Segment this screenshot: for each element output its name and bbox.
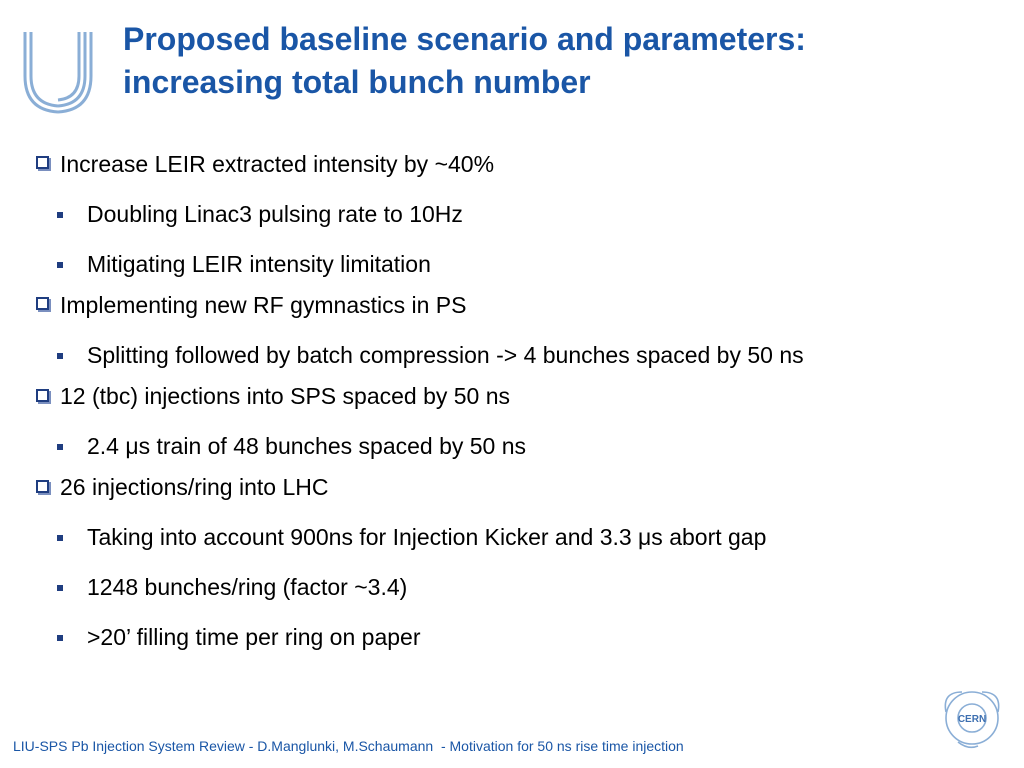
list-item: Doubling Linac3 pulsing rate to 10Hz bbox=[87, 201, 463, 227]
slide-title-line-1: Proposed baseline scenario and parameters: bbox=[123, 21, 806, 57]
list-item: Taking into account 900ns for Injection Kicker and 3.3 μs abort gap bbox=[87, 524, 767, 550]
checkbox-bullet-icon bbox=[36, 480, 49, 493]
list-item: Increase LEIR extracted intensity by ~40% bbox=[60, 151, 495, 177]
list-item: 12 (tbc) injections into SPS spaced by 50 ns bbox=[60, 383, 511, 409]
cern-logo-icon bbox=[938, 686, 1006, 754]
slide-title-line-2: increasing total bunch number bbox=[123, 64, 591, 100]
square-bullet-icon bbox=[57, 635, 63, 641]
list-item: 26 injections/ring into LHC bbox=[60, 474, 329, 500]
list-item: >20’ filling time per ring on paper bbox=[87, 624, 421, 650]
checkbox-bullet-icon bbox=[36, 389, 49, 402]
list-item: 1248 bunches/ring (factor ~3.4) bbox=[87, 574, 408, 600]
square-bullet-icon bbox=[57, 535, 63, 541]
checkbox-bullet-icon bbox=[36, 156, 49, 169]
checkbox-bullet-icon bbox=[36, 297, 49, 310]
slide-title bbox=[123, 18, 1003, 104]
liu-logo-icon bbox=[20, 28, 96, 118]
square-bullet-icon bbox=[57, 212, 63, 218]
list-item: Mitigating LEIR intensity limitation bbox=[87, 251, 431, 277]
square-bullet-icon bbox=[57, 262, 63, 268]
list-item: 2.4 μs train of 48 bunches spaced by 50 ns bbox=[87, 433, 527, 459]
list-item: Splitting followed by batch compression -> 4 bunches spaced by 50 ns bbox=[87, 342, 804, 368]
square-bullet-icon bbox=[57, 444, 63, 450]
cern-logo-text: CERN bbox=[957, 714, 987, 725]
footer-text: LIU-SPS Pb Injection System Review - D.Manglunki, M.Schaumann - Motivation for 50 ns rise time injection bbox=[13, 738, 684, 754]
list-item: Implementing new RF gymnastics in PS bbox=[60, 292, 467, 318]
square-bullet-icon bbox=[57, 353, 63, 359]
square-bullet-icon bbox=[57, 585, 63, 591]
